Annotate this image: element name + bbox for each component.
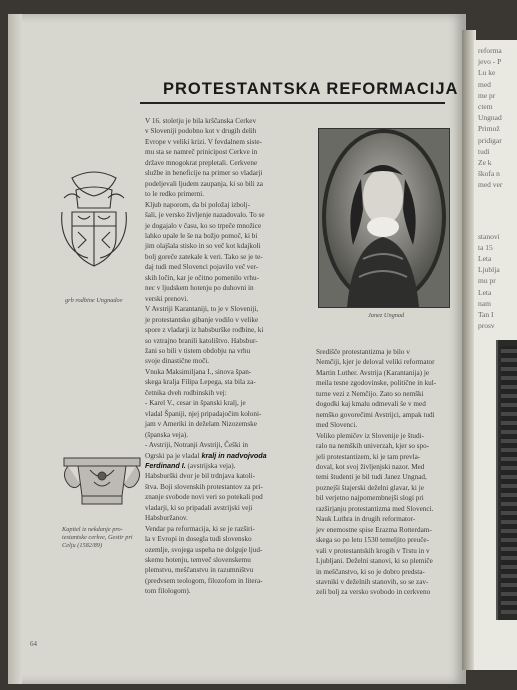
text-line: skih ločin, kar je očitno pomenilo vrhu- [145,273,259,282]
text-line: Središče protestantizma je bilo v [316,348,410,356]
text-line: Habsburški dvor je bil trdnjava katoli- [145,472,255,481]
page-title: PROTESTANTSKA REFORMACIJA [163,80,459,98]
text-line: ozemlje, svojega uspeha ne dolguje ljud- [145,545,263,554]
text-line: V 16. stoletju je bila krščanska Cerkev [145,117,257,125]
facing-page-text: Primož [478,124,500,134]
title-underline [140,102,445,104]
text-line: spore z vladarji iz habsburške rodbine, ki [145,326,264,335]
facing-page-text: Leta [478,287,492,297]
crest-caption: grb rodbine Ungnadov [65,297,123,304]
facing-page-text: med ver [478,180,503,190]
text-line: jev enemostne spise Erazma Rotterdam- [316,525,432,534]
text-line: skega so po letu 1530 temeljito preuče- [316,536,429,545]
text-line: - Avstriji, Notranji Avstriji, Češki in [145,441,248,450]
coat-of-arms-image [58,168,130,286]
text-line: Evrope v veliki krizi. V fevdalnem siste- [145,137,262,146]
text-line: la v Evropi in dosegla tudi slovensko [145,535,252,544]
text-line: stavniki v deželnih stanovih, so se zav- [316,577,429,586]
text-line: jam v Ameriki in deželam Nizozemske [145,420,257,429]
text-line: nemško govorečimi Avstrijci, ampak tudi [316,410,435,419]
text-line: Ljubljani. Deželni stanovi, ki so plemiče [316,557,433,566]
text-line: v Sloveniji podobno kot v drugih delih [145,127,257,136]
text-line: žani so bili v tistem obdobju na vrhu [145,346,251,355]
facing-page-text: Ungnad [478,113,502,123]
stone-capital-image [60,448,144,512]
page-number: 64 [30,640,37,648]
facing-page-text: škofa n [478,169,500,179]
body-text-column-2 [316,347,456,598]
text-line: jim olajšala stisko in so več kot kdajkoli [145,242,261,251]
text-line: nec v ljudskem hotenju po duhovni in [145,284,254,293]
text-line: skega kralja Filipa Lepega, sta bila za- [145,378,256,387]
text-line: turne vezi z Nemčijo. Zato so nemški [316,389,424,398]
text-line: bolj goreče zatekale k veri. Tako se je te- [145,252,263,261]
facing-page-text: reforma [478,46,502,55]
text-line: mu sta se namreč prinicipost Cerkve in [145,148,258,157]
text-line: vladal Španiji, njej pripadajočim koloni- [145,409,262,418]
text-line: šali, je versko življenje nazadovalo. To se [145,211,265,220]
text-line: - Karel V., cesar in španski kralj, je [145,399,246,408]
text-line: je dogajalo v času, ko so trpeče množice [145,221,262,230]
facing-page-text: ctem [478,102,493,111]
text-line: je protestantsko gibanje vodilo v velike [145,315,259,324]
text-line: Vnuka Maksimiljana I., sinova špan- [145,367,252,376]
capital-caption-line: testantske cerkve, Gestir pri [62,534,133,541]
text-line: Ogrski pa je vladal kralj in nadvojvoda [145,450,267,460]
text-line: doval, kot svoj življenjski nazor. Med [316,462,425,471]
facing-page-text: ta 15 [478,242,493,252]
text-line: Martin Luther. Avstrija (Karantanija) je [316,368,430,377]
text-line: skemu hotenju, temveč slovenskemu [145,556,251,565]
text-line: to le redko primerni. [145,190,205,199]
facing-page-text: Ljublja [478,265,500,275]
text-line: dogodki kaj kmalu odmevali še v med [316,400,426,409]
capital-caption-line: Kapitel iz nekdanje pro- [62,526,123,533]
facing-page-text: mu pr [478,276,496,286]
text-line: Ferdinand I. (avstrijska veja). [145,460,236,470]
text-line: razširjanju protestantizma med Slovenci. [316,504,434,513]
text-line: lahko upale le še na božjo pomoč, ki bi [145,231,258,240]
text-line: Habsburžanov. [145,514,188,523]
text-line: verski prenovi. [145,294,189,303]
text-line: in meščanstvo, ki so je dobro predsta- [316,567,425,576]
text-line: vladarji, ki so pripadali avstrijski veji [145,503,253,512]
text-line: Vendar pa reformacija, ki se je razširi- [145,524,255,533]
facing-page-text: Leta [478,254,492,263]
portrait-janez-ungnad [318,128,450,308]
text-line: Nauk Luthra in drugih reformator- [316,515,416,524]
text-line: ralo na nemških univerzah, kjer so spo- [316,442,430,451]
text-line: podeljevali ljudem zaupanja, ki so bili za [145,179,263,188]
facing-page-text: Ze k [478,158,492,167]
facing-page-text: stanovi [478,231,500,241]
text-line: so vztrajno branili katolištvo. Habsbur- [145,336,258,345]
text-line: temi študenti je bil tudi Janez Ungnad, [316,473,427,482]
facing-page-text: Tan I [478,310,494,319]
text-line: jeli protestantizem, ki je tam prevla- [316,452,421,461]
text-line: plemstvu, meščanstvu in razumništvu [145,566,254,575]
text-line: Veliko plemičev iz Slovenije je študi- [316,431,424,440]
text-line: države mnogokrat prepletali. Cerkvene [145,158,258,167]
text-line: poznejši štajerski deželni glavar, ki je [316,483,424,492]
text-line: (španska veja). [145,430,189,439]
ornament-image [496,340,517,620]
facing-page-text: jevo - P [478,57,502,67]
text-line: znanje svobode novi veri so potekali pod [145,493,263,502]
text-line: vali v protestantskih krogih v Trstu in v [316,546,430,555]
text-line: zeli bolj za versko svobodo in cerkveno [316,588,431,597]
text-line: tom filologom). [145,587,191,596]
text-line: med Slovenci. [316,421,358,430]
capital-caption-line: Celju (1582/89) [62,542,103,549]
text-line: meila tesne zgodovinske, politične in kul- [316,379,437,388]
text-line: četnika dveh rodbinskih vej: [145,388,227,397]
text-line: V Avstriji Karantaniji, to je v Sloveniji, [145,305,259,314]
text-line: Nemčiji, kjer je deloval veliki reformator [316,358,435,367]
bold-emphasis: kralj in nadvojvoda [199,450,267,460]
text-line: štva. Boji slovenskih protestantov za pri- [145,482,263,491]
facing-page-text: prosv [478,321,495,331]
text-line: (predvsem teologom, filozofom in litera- [145,576,263,585]
portrait-caption: Janez Ungnad [368,312,405,319]
facing-page [474,40,517,670]
text-line: službe in beneficije na primer so vladarji [145,169,263,178]
bold-emphasis: Ferdinand I. [145,460,186,470]
facing-page-text: me pr [478,90,496,100]
text-line: Kljub naporom, da bi položaj izbolj- [145,200,250,209]
text-line: daj tudi med Slovenci pojavilo več ver- [145,263,259,272]
text-line: svoje dinastične moči. [145,357,210,366]
facing-page-text: tudi [478,146,490,156]
text-line: bil verjetno najpomembnejši slogi pri [316,494,424,503]
facing-page-text: Lu ke [478,68,496,78]
capital-caption [62,526,142,550]
facing-page-text: med [478,79,491,89]
facing-page-text: pridigar [478,135,502,145]
body-text-column-1 [145,116,315,597]
facing-page-text: nam [478,298,491,308]
